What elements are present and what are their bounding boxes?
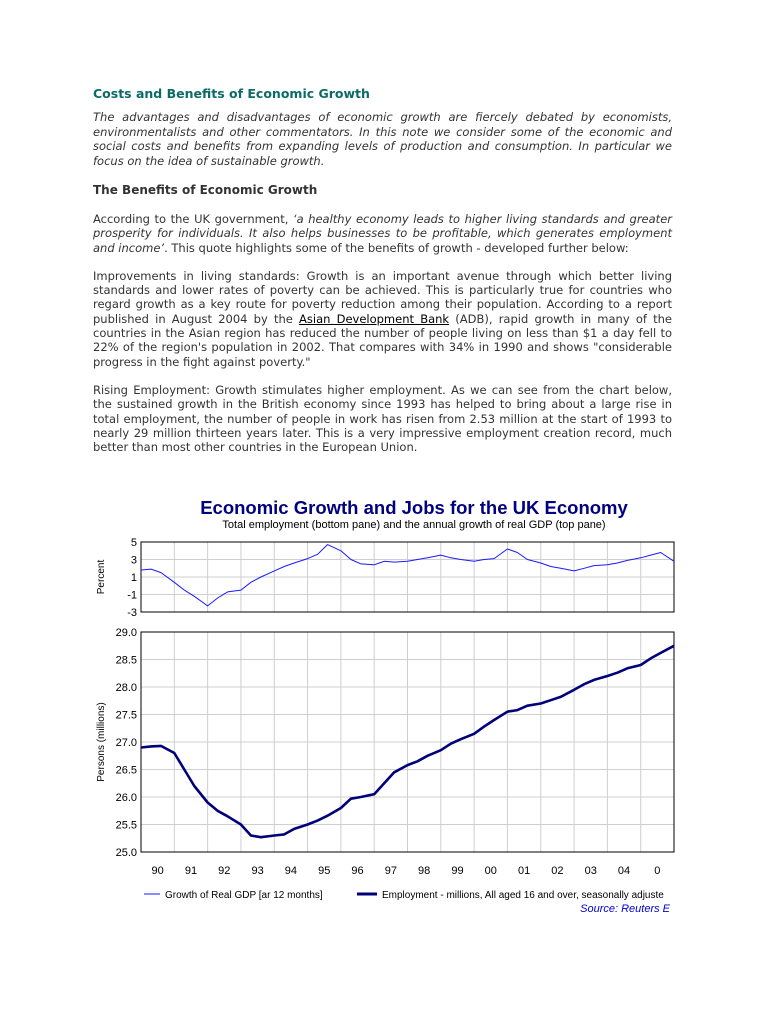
bottom-pane-ytick-label: 28.5	[115, 654, 137, 667]
x-tick-label: 04	[617, 865, 631, 877]
asian-development-bank-link[interactable]: Asian Development Bank	[299, 311, 450, 326]
top-pane-ytick-label: 1	[130, 572, 137, 584]
chart-container	[92, 488, 676, 928]
legend-gdp-label: Growth of Real GDP [ar 12 months]	[165, 890, 323, 901]
bottom-pane-ytick-label: 27.0	[115, 737, 137, 749]
bottom-pane	[96, 627, 674, 859]
bottom-pane-ytick-label: 28.0	[115, 682, 137, 694]
x-tick-label: 03	[584, 865, 597, 877]
x-tick-label: 97	[384, 865, 397, 877]
x-tick-label: 95	[318, 865, 331, 877]
bottom-pane-ytick-label: 29.0	[115, 627, 137, 639]
paragraph-rising-employment: Rising Employment: Growth stimulates higher employment. As we can see from the chart below, the sustained growth in the British economy since 1993 has helped to bring about a large rise in total employment, the number of people in work has risen from 2.53 million at the start of 1993 to nearly 29 million thirteen years later. This is a very impressive employment creation record, much better than most other countries in the European Union.	[93, 382, 672, 455]
p2-text-a: Improvements in living standards: Growth is an important avenue through which better living standards and lower rates of poverty can be achieved. This is particularly true for countries who regard growth as a key route for poverty reduction among their population. According to a report published in August 2004 by the	[93, 268, 672, 326]
x-tick-label: 98	[418, 865, 431, 877]
top-pane	[96, 537, 674, 619]
x-tick-label: 93	[251, 865, 264, 877]
document-body	[93, 86, 672, 468]
p2-text-b: (ADB), rapid growth in many of the countries in the Asian region has reduced the number of people living on less than $1 a day fell to 22% of the region's population in 2002. That compares with 34% in 1990 and shows "considerable progress in the fight against poverty."	[93, 311, 672, 369]
top-pane-ylabel: Percent	[96, 559, 107, 595]
p1-text-b: . This quote highlights some of the benefits of growth - developed further below:	[164, 240, 629, 255]
bottom-pane-ylabel: Persons (millions)	[96, 702, 107, 782]
x-tick-label: 91	[184, 865, 198, 877]
legend	[144, 890, 664, 901]
chart-subtitle: Total employment (bottom pane) and the annual growth of real GDP (top pane)	[222, 519, 606, 531]
x-tick-label: 0	[654, 865, 661, 877]
x-tick-label: 94	[284, 865, 298, 877]
x-tick-label: 99	[451, 865, 464, 877]
bottom-pane-ytick-label: 25.5	[115, 819, 137, 832]
bottom-pane-ytick-label: 26.0	[115, 792, 137, 804]
x-tick-label: 90	[151, 865, 164, 877]
top-pane-ytick-label: -3	[127, 607, 137, 619]
paragraph-government-quote	[93, 212, 672, 255]
chart-title: Economic Growth and Jobs for the UK Economy	[200, 497, 628, 518]
legend-employment-label: Employment - millions, All aged 16 and over, seasonally adjuste	[382, 890, 664, 901]
top-pane-ytick-label: 5	[130, 537, 137, 549]
section-heading-benefits: The Benefits of Economic Growth	[93, 183, 318, 197]
bottom-pane-ytick-label: 26.5	[115, 764, 137, 777]
paragraph-living-standards	[93, 269, 672, 369]
top-pane-ytick-label: -1	[127, 589, 137, 602]
bottom-pane-ytick-label: 25.0	[115, 847, 137, 859]
x-tick-label: 02	[551, 865, 564, 877]
p1-quote: ‘a healthy economy leads to higher living standards and greater prosperity for individuals. It also helps businesses to be profitable, which generates employment and income’	[93, 212, 672, 255]
x-tick-label: 92	[218, 865, 231, 877]
x-tick-label: 00	[484, 865, 497, 877]
bottom-pane-ytick-label: 27.5	[115, 709, 137, 722]
economic-growth-chart	[92, 488, 676, 928]
x-axis	[152, 865, 661, 877]
intro-paragraph: The advantages and disadvantages of economic growth are fiercely debated by economists, environmentalists and other commentators. In this note we consider some of the economic and social costs and benefits from expanding levels of production and consumption. In particular we focus on the idea of sustainable growth.	[93, 110, 672, 168]
p1-text-a: According to the UK government,	[93, 212, 293, 226]
top-pane-ytick-label: 3	[130, 554, 137, 567]
page-title: Costs and Benefits of Economic Growth	[93, 86, 370, 101]
x-tick-label: 01	[517, 865, 531, 877]
x-tick-label: 96	[351, 865, 364, 877]
chart-source: Source: Reuters E	[580, 903, 670, 915]
